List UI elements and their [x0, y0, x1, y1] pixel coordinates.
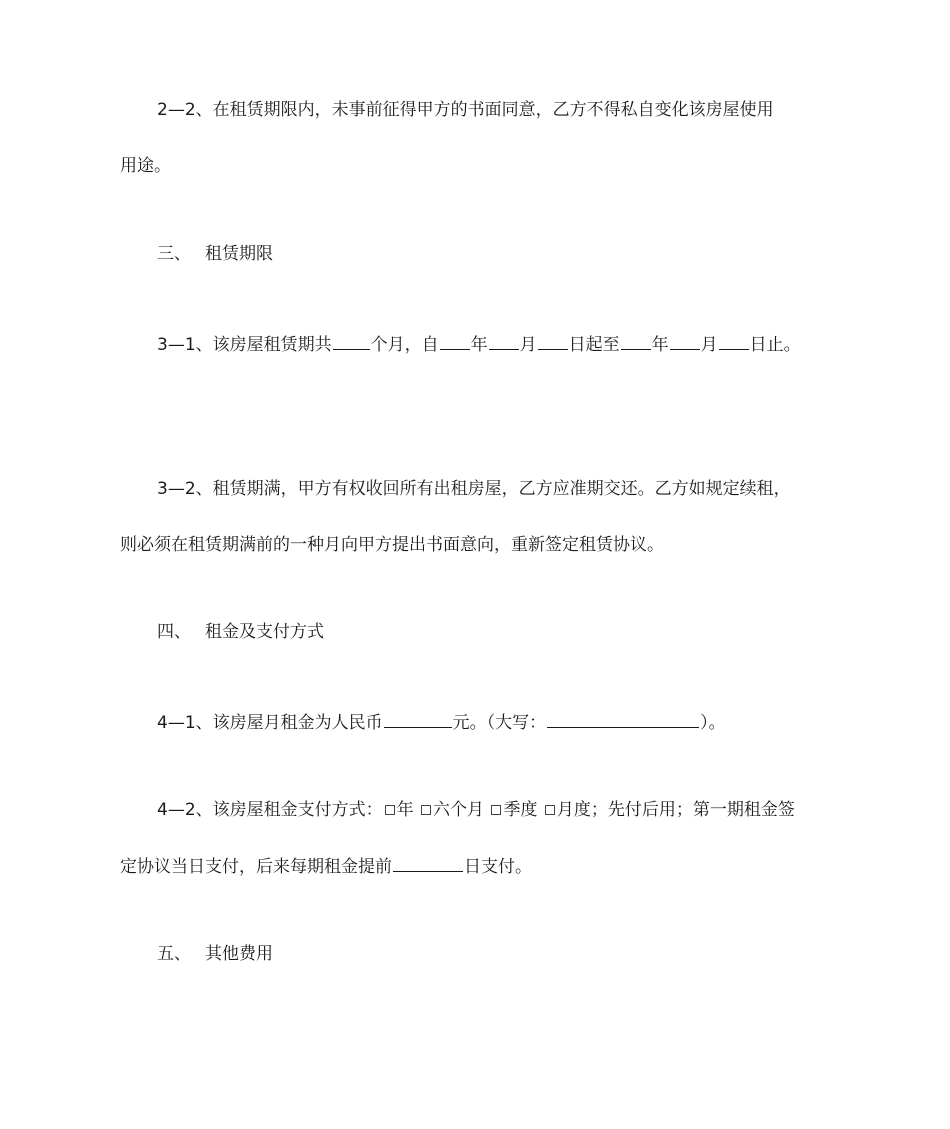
clause-3-1-day1-to: 日起至 — [568, 335, 620, 355]
end-month-blank[interactable] — [670, 332, 700, 350]
section-3-number: 三、 — [157, 244, 191, 264]
rent-capital-blank[interactable] — [547, 710, 699, 728]
clause-4-2-line-1 — [157, 798, 842, 822]
start-day-blank[interactable] — [538, 332, 568, 350]
clause-4-1-suffix: ）。 — [700, 713, 726, 733]
months-blank[interactable] — [333, 332, 370, 350]
clause-2-2-text-2: 用途。 — [120, 156, 171, 176]
clause-3-1-month2: 月 — [700, 335, 718, 355]
clause-3-1-months-unit: 个月，自 — [370, 335, 439, 355]
clause-4-2-prefix: 4—2、该房屋租金支付方式： — [157, 800, 383, 820]
clause-4-2-line2-suffix: 日支付。 — [464, 857, 532, 877]
clause-2-2-line-2 — [120, 154, 842, 178]
section-4-title: 租金及支付方式 — [205, 622, 324, 642]
clause-3-1-prefix: 3—1、该房屋租赁期共 — [157, 335, 332, 355]
checkbox-half-year[interactable] — [421, 805, 431, 815]
start-year-blank[interactable] — [440, 332, 470, 350]
clause-3-1-day2-end: 日止。 — [749, 335, 801, 355]
section-3-title: 租赁期限 — [205, 244, 273, 264]
clause-4-1-prefix: 4—1、该房屋月租金为人民币 — [157, 713, 383, 733]
clause-3-1-year1: 年 — [470, 335, 488, 355]
option-quarter-label: 季度 — [503, 800, 538, 820]
section-3-heading — [157, 242, 842, 266]
clause-2-2-text-1: 2—2、在租赁期限内，未事前征得甲方的书面同意，乙方不得私自变化该房屋使用 — [157, 100, 774, 120]
clause-3-1-month1: 月 — [519, 335, 537, 355]
clause-4-1-middle: 元。（大写： — [452, 713, 547, 733]
clause-4-2-line-2 — [120, 854, 842, 879]
advance-days-blank[interactable] — [393, 854, 463, 872]
option-half-year-label: 六个月 — [433, 800, 485, 820]
rent-amount-blank[interactable] — [384, 710, 452, 728]
section-5-heading — [157, 942, 842, 966]
section-4-heading — [157, 620, 842, 644]
clause-3-1 — [157, 332, 842, 357]
clause-2-2-line-1 — [157, 98, 842, 122]
option-year-label: 年 — [396, 800, 414, 820]
section-5-title: 其他费用 — [205, 944, 273, 964]
clause-4-1 — [157, 710, 842, 735]
section-5-number: 五、 — [157, 944, 191, 964]
checkbox-year[interactable] — [385, 805, 395, 815]
clause-3-2-text-1: 3—2、租赁期满，甲方有权收回所有出租房屋，乙方应准期交还。乙方如规定续租， — [157, 479, 791, 499]
option-month-label: 月度；先付后用；第一期租金签 — [556, 800, 795, 820]
section-4-number: 四、 — [157, 622, 191, 642]
checkbox-quarter[interactable] — [491, 805, 501, 815]
checkbox-month[interactable] — [545, 805, 555, 815]
end-year-blank[interactable] — [621, 332, 651, 350]
end-day-blank[interactable] — [719, 332, 749, 350]
clause-3-2-line-2 — [120, 533, 842, 557]
clause-4-2-line2-prefix: 定协议当日支付，后来每期租金提前 — [120, 857, 392, 877]
clause-3-2-text-2: 则必须在租赁期满前的一种月向甲方提出书面意向，重新签定租赁协议。 — [120, 535, 664, 555]
clause-3-2-line-1 — [157, 477, 842, 501]
start-month-blank[interactable] — [489, 332, 519, 350]
clause-3-1-year2: 年 — [651, 335, 669, 355]
